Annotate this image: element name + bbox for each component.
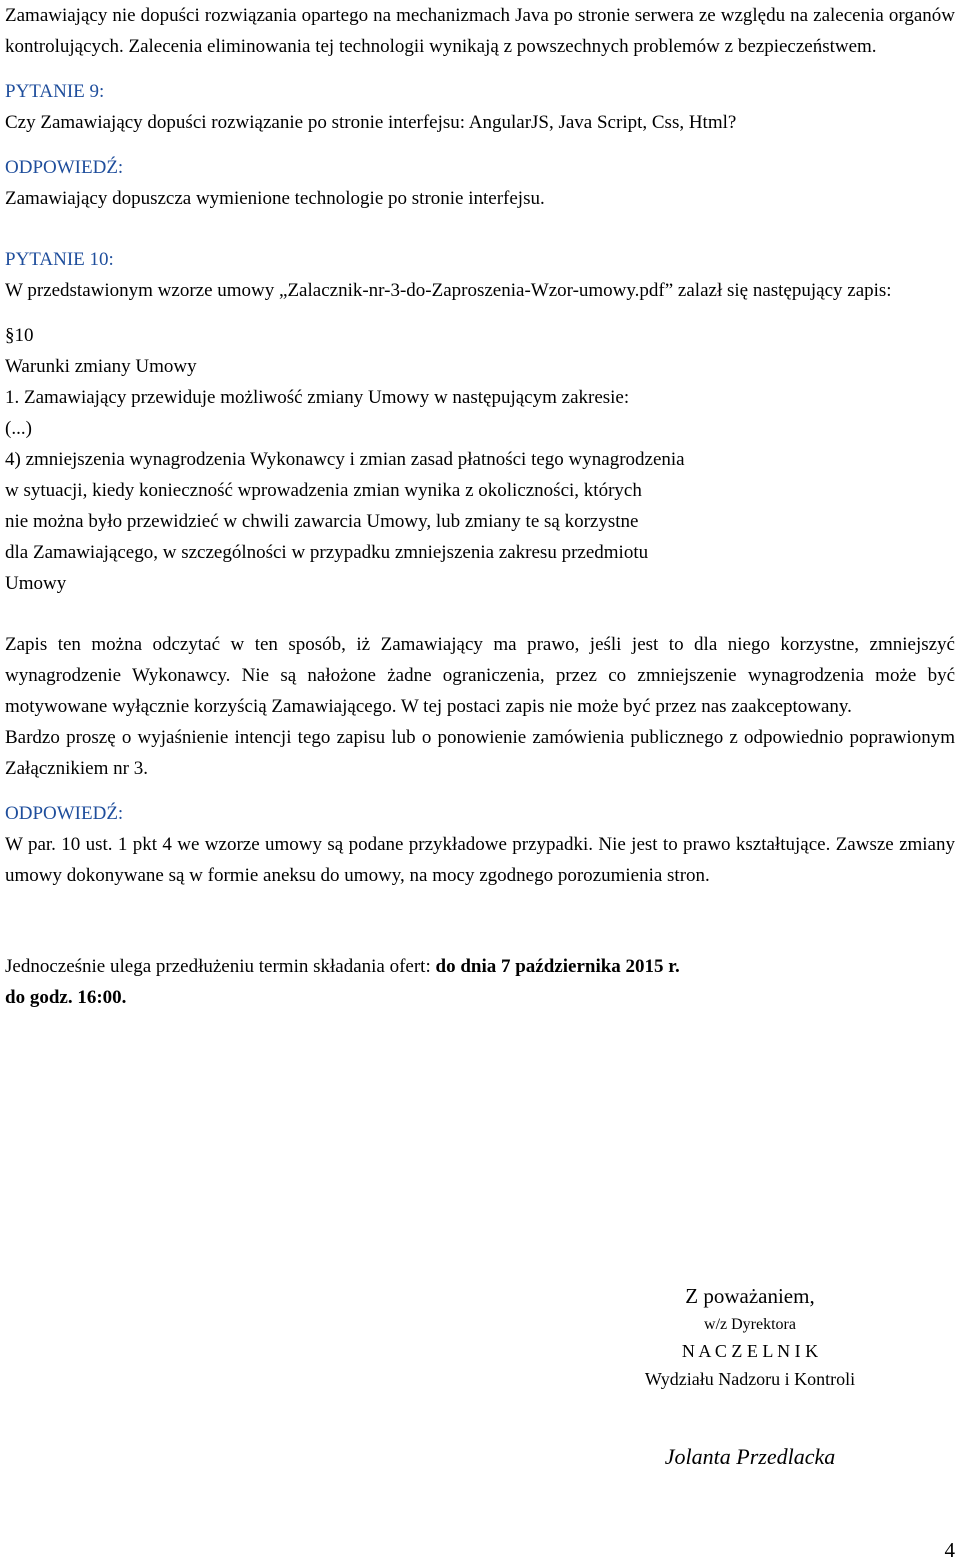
quote-point-1: 1. Zamawiający przewiduje możliwość zmiany Umowy w następującym zakresie: xyxy=(5,387,630,408)
quote-line-2: w sytuacji, kiedy konieczność wprowadzenia zmian wynika z okoliczności, których xyxy=(5,480,642,501)
question-10-comment: Zapis ten można odczytać w ten sposób, iż Zamawiający ma prawo, jeśli jest to dla niego korzystne, zmniejszyć wynagrodzenie Wykonawcy. Nie są nałożone żadne ograniczenia, przez co zmniejszenie wynagrodzenia może być motywowane wyłącznie korzyścią Zamawiającego. W tej postaci zapis nie może być przez nas zaakceptowany. xyxy=(5,634,955,717)
question-9-text: Czy Zamawiający dopuści rozwiązanie po stronie interfejsu: AngularJS, Java Script, Css, Html? xyxy=(5,112,737,133)
deadline-time: do godz. 16:00. xyxy=(5,987,127,1008)
signature-department: Wydziału Nadzoru i Kontroli xyxy=(644,1369,856,1389)
answer-10-text: W par. 10 ust. 1 pkt 4 we wzorze umowy są podane przykładowe przypadki. Nie jest to prawo kształtujące. Zawsze zmiany umowy dokonywane są w formie aneksu do umowy, na mocy zgodnego porozumienia stron. xyxy=(5,834,955,886)
answer-9-heading: ODPOWIEDŹ: xyxy=(5,157,124,178)
quote-line-1: 4) zmniejszenia wynagrodzenia Wykonawcy i zmian zasad płatności tego wynagrodzenia xyxy=(5,449,685,470)
deadline-date: do dnia 7 października 2015 r. xyxy=(435,956,680,977)
question-10-request: Bardzo proszę o wyjaśnienie intencji tego zapisu lub o ponowienie zamówienia publicznego z odpowiednio poprawionym Załącznikiem nr 3. xyxy=(5,727,955,779)
quote-line-4: dla Zamawiającego, w szczególności w przypadku zmniejszenia zakresu przedmiotu xyxy=(5,542,649,563)
quote-section-symbol: §10 xyxy=(5,325,34,346)
quote-title: Warunki zmiany Umowy xyxy=(5,356,197,377)
page-number: 4 xyxy=(944,1538,955,1562)
answer-10-heading: ODPOWIEDŹ: xyxy=(5,803,124,824)
handwritten-signature: Jolanta Przedlacka xyxy=(664,1444,836,1469)
quote-ellipsis: (...) xyxy=(5,418,32,439)
document-page xyxy=(5,0,955,1013)
answer-9-text: Zamawiający dopuszcza wymienione technologie po stronie interfejsu. xyxy=(5,188,545,209)
signature-greeting: Z poważaniem, xyxy=(685,1284,815,1308)
intro-paragraph: Zamawiający nie dopuści rozwiązania opartego na mechanizmach Java po stronie serwera ze względu na zalecenia organów kontrolujących. Zalecenia eliminowania tej technologii wynikają z powszechnych problemów z bezpieczeństwem. xyxy=(5,5,955,57)
quote-line-5: Umowy xyxy=(5,573,67,594)
signature-title: N A C Z E L N I K xyxy=(681,1341,819,1361)
signature-role: w/z Dyrektora xyxy=(704,1316,796,1333)
quote-line-3: nie można było przewidzieć w chwili zawarcia Umowy, lub zmiany te są korzystne xyxy=(5,511,639,532)
deadline-paragraph xyxy=(5,951,955,1013)
question-9-heading: PYTANIE 9: xyxy=(5,81,105,102)
deadline-lead: Jednocześnie ulega przedłużeniu termin składania ofert: xyxy=(5,956,436,977)
question-10-heading: PYTANIE 10: xyxy=(5,249,114,270)
signature-block xyxy=(620,1280,880,1473)
question-10-text: W przedstawionym wzorze umowy „Zalacznik-nr-3-do-Zaproszenia-Wzor-umowy.pdf” zalazł się następujący zapis: xyxy=(5,280,892,301)
